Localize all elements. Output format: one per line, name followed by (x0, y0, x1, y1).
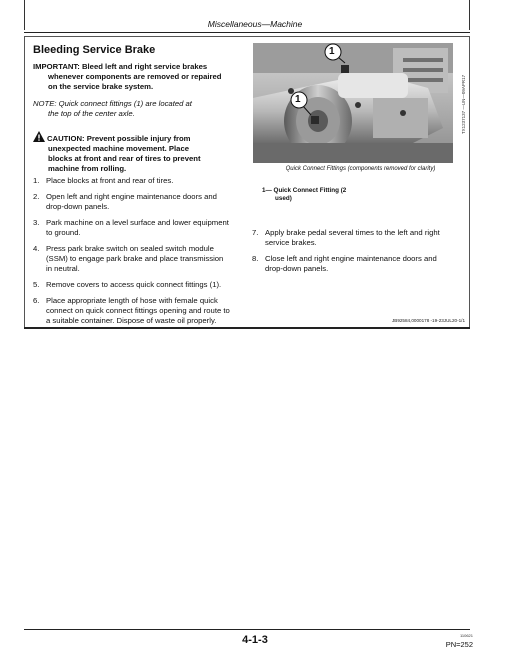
page-pn: PN=252 (445, 640, 473, 649)
step-text: Place appropriate length of hose with female quick connect on quick connect fittings opening and route to a suitable container. Dispose of waste oil properly. (46, 296, 230, 325)
axle-photo-illustration (253, 43, 453, 163)
legend-line-1: 1— Quick Connect Fitting (2 (262, 187, 347, 194)
step-text: Apply brake pedal several times to the left and right service brakes. (265, 228, 440, 247)
header-title: Miscellaneous—Machine (207, 19, 303, 29)
step-item (33, 296, 248, 326)
section-title: Bleeding Service Brake (33, 44, 156, 56)
caution-notice (33, 131, 243, 174)
step-number: 8. (252, 254, 259, 263)
important-label: IMPORTANT: (33, 62, 80, 71)
page-header (0, 0, 510, 30)
important-line-2: whenever components are removed or repaired (48, 72, 222, 81)
step-number: 2. (33, 192, 40, 201)
caution-line-2: unexpected machine movement. Place (48, 144, 189, 153)
caution-line-4: machine from rolling. (48, 164, 127, 173)
note (33, 99, 243, 119)
figure-id-vertical: TX1237137 —UN—09APR17 (461, 74, 466, 135)
step-item (252, 254, 462, 274)
step-text: Park machine on a level surface and lower equipment to ground. (46, 218, 229, 237)
quick-connect-fittings-photo (253, 43, 453, 163)
step-item (33, 244, 248, 274)
figure-caption: Quick Connect Fittings (components removed for clarity) (285, 166, 436, 172)
step-text: Press park brake switch on sealed switch module (SSM) to engage park brake and place transmission in neutral. (46, 244, 224, 273)
step-text: Remove covers to access quick connect fittings (1). (46, 280, 222, 289)
reference-code: JB92584,0000178 -19-23JUL20-1/1 (391, 318, 465, 323)
footer-rule (24, 629, 470, 630)
warning-triangle-icon (33, 131, 45, 142)
caution-line-3: blocks at front and rear of tires to prevent (48, 154, 201, 163)
step-number: 4. (33, 244, 40, 253)
step-item (33, 192, 248, 212)
step-item (33, 280, 248, 290)
step-text: Place blocks at front and rear of tires. (46, 176, 174, 185)
step-number: 1. (33, 176, 40, 185)
step-item (33, 176, 248, 186)
step-item (33, 218, 248, 238)
note-line-2: the top of the center axle. (48, 109, 135, 118)
callout-top: 1 (329, 46, 335, 57)
important-line-1: Bleed left and right service brakes (81, 62, 208, 71)
footer-small-code: 110621 (459, 633, 473, 638)
step-number: 3. (33, 218, 40, 227)
step-number: 7. (252, 228, 259, 237)
step-number: 5. (33, 280, 40, 289)
figure-legend (262, 187, 362, 203)
step-text: Close left and right engine maintenance doors and drop-down panels. (265, 254, 437, 273)
important-notice (33, 62, 243, 92)
callout-bottom: 1 (295, 94, 301, 105)
note-line-1: NOTE: Quick connect fittings (1) are located at (33, 99, 192, 108)
step-item (252, 228, 462, 248)
page-number: 4-1-3 (242, 634, 268, 646)
step-number: 6. (33, 296, 40, 305)
important-line-3: on the service brake system. (48, 82, 154, 91)
steps-left-column (33, 176, 248, 332)
caution-line-1: CAUTION: Prevent possible injury from (47, 134, 191, 143)
step-text: Open left and right engine maintenance doors and drop-down panels. (46, 192, 217, 211)
steps-right-column (252, 228, 462, 280)
header-rule (24, 32, 470, 33)
legend-line-2: used) (275, 195, 292, 202)
